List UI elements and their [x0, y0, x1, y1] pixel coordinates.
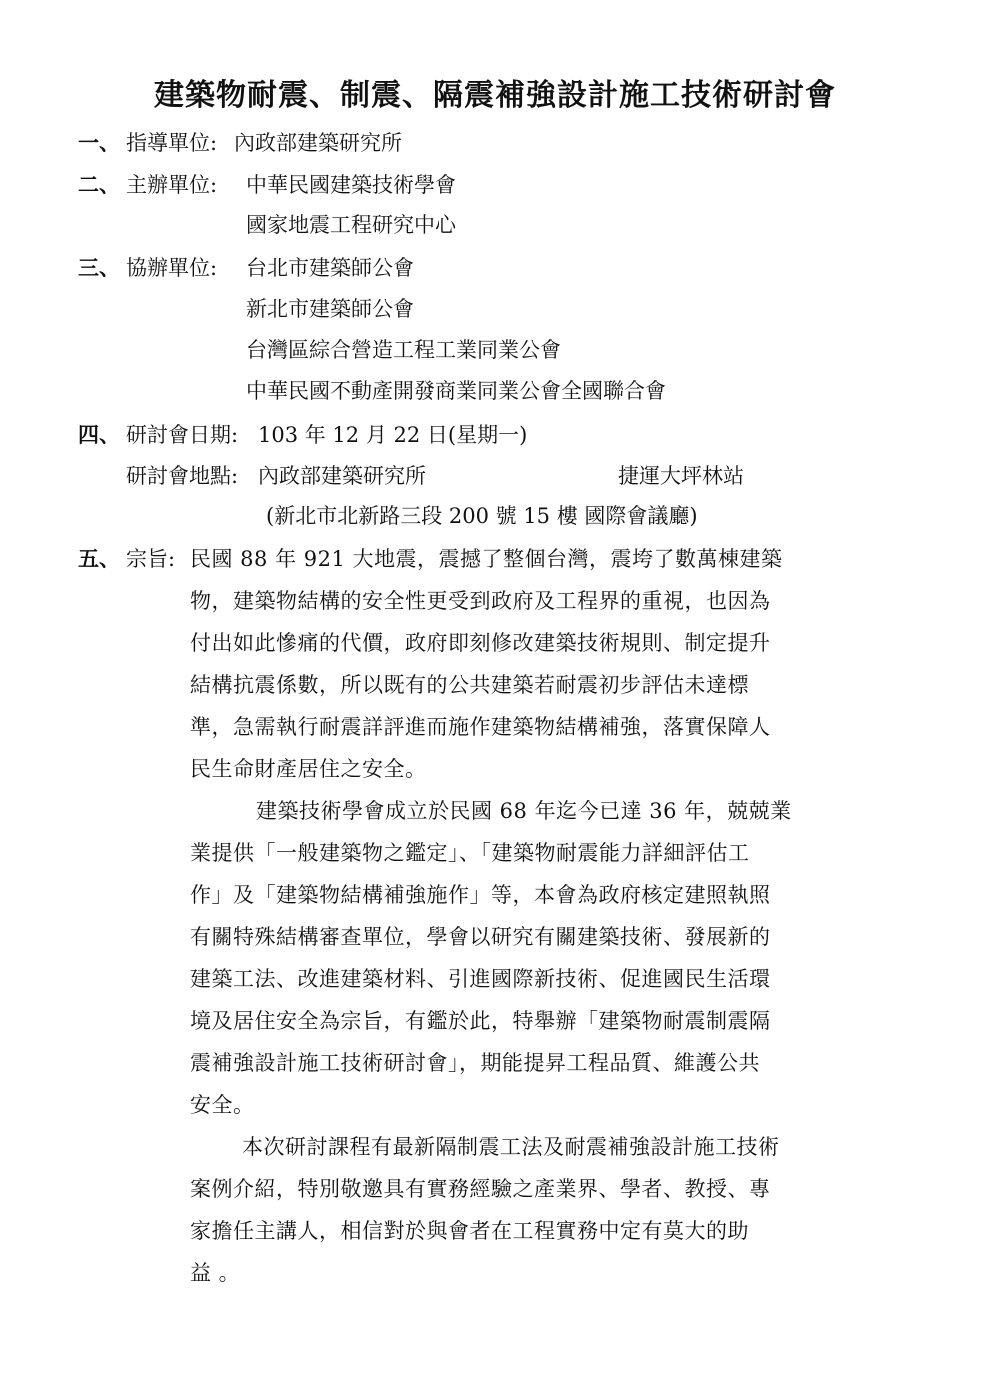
section-label: 指導單位:: [126, 131, 218, 155]
paragraph-line: 作」及「建築物結構補強施作」等，本會為政府核定建照執照: [190, 883, 771, 907]
section-value: 台北市建築師公會: [246, 256, 414, 280]
section-number: 四、: [78, 422, 120, 447]
paragraph-line: 家擔任主講人，相信對於與會者在工程實務中定有莫大的助: [190, 1219, 749, 1243]
paragraph-line: 業提供「一般建築物之鑑定」、「建築物耐震能力詳細評估工: [190, 841, 750, 865]
seminar-place-value: 內政部建築研究所: [258, 464, 426, 488]
section-label: 協辦單位:: [126, 256, 218, 280]
seminar-place-label: 研討會地點:: [126, 464, 239, 488]
section-label: 主辦單位:: [126, 173, 218, 197]
paragraph-line: 震補強設計施工技術研討會」，期能提昇工程品質、維護公共: [190, 1051, 760, 1075]
seminar-address: (新北市北新路三段 200 號 15 樓 國際會議廳): [266, 504, 698, 528]
paragraph-line: 民生命財產居住之安全。: [190, 757, 427, 781]
section-label: 宗旨:: [126, 547, 176, 571]
paragraph-line: 準，急需執行耐震詳評進而施作建築物結構補強，落實保障人: [190, 715, 771, 739]
paragraph-line: 物，建築物結構的安全性更受到政府及工程界的重視，也因為: [190, 589, 771, 613]
seminar-date-label: 研討會日期:: [126, 423, 239, 447]
paragraph-line: 建築工法、改進建築材料、引進國際新技術、促進國民生活環: [190, 967, 771, 991]
section-value: 台灣區綜合營造工程工業同業公會: [246, 338, 561, 362]
section-value: 國家地震工程研究中心: [246, 213, 456, 237]
section-value: 中華民國不動產開發商業同業公會全國聯合會: [246, 379, 666, 403]
paragraph-line: 案例介紹，特別敬邀具有實務經驗之產業界、學者、教授、專: [190, 1177, 771, 1201]
seminar-station: 捷運大坪林站: [618, 464, 744, 488]
document-title: 建築物耐震、制震、隔震補強設計施工技術研討會: [154, 78, 836, 113]
section-number: 二、: [78, 172, 120, 197]
paragraph-line: 建築技術學會成立於民國 68 年迄今已達 36 年，兢兢業: [256, 799, 792, 823]
paragraph-line: 有關特殊結構審查單位，學會以研究有關建築技術、發展新的: [190, 925, 771, 949]
section-value: 中華民國建築技術學會: [246, 173, 456, 197]
paragraph-line: 結構抗震係數，所以既有的公共建築若耐震初步評估未達標: [190, 673, 749, 697]
paragraph-line: 安全。: [190, 1093, 255, 1117]
section-value: 內政部建築研究所: [234, 131, 402, 155]
section-number: 三、: [78, 255, 120, 280]
paragraph-line: 本次研討課程有最新隔制震工法及耐震補強設計施工技術: [242, 1135, 780, 1159]
paragraph-line: 付出如此慘痛的代價，政府即刻修改建築技術規則、制定提升: [190, 631, 771, 655]
section-number: 一、: [78, 130, 120, 155]
section-value: 新北市建築師公會: [246, 297, 414, 321]
paragraph-line: 民國 88 年 921 大地震，震撼了整個台灣，震垮了數萬棟建築: [190, 547, 783, 571]
paragraph-line: 益 。: [190, 1261, 241, 1285]
paragraph-line: 境及居住安全為宗旨，有鑑於此，特舉辦「建築物耐震制震隔: [190, 1009, 771, 1033]
seminar-date-value: 103 年 12 月 22 日(星期一): [258, 423, 528, 447]
section-number: 五、: [78, 546, 120, 571]
